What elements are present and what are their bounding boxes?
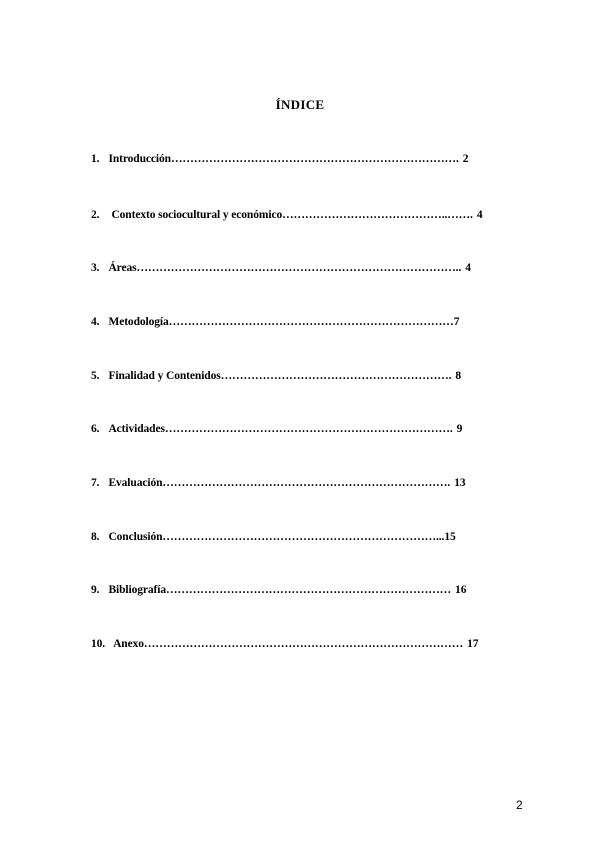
toc-entry-metodologia[interactable] [91, 315, 459, 329]
toc-entry-finalidad[interactable] [91, 369, 461, 383]
toc-entry-introduccion[interactable] [91, 152, 468, 166]
toc-entry-page: 7 [453, 316, 460, 328]
toc-entry-page: 15 [444, 531, 456, 543]
toc-entry-page: 4 [465, 262, 471, 274]
toc-entry-dots: ………………………………………………………………… [168, 316, 454, 328]
toc-entry-label: Evaluación [108, 477, 163, 489]
toc-entry-number: 1. [91, 153, 100, 165]
toc-entry-label: Conclusión [108, 531, 163, 543]
toc-entry-actividades[interactable] [91, 422, 462, 436]
toc-entry-page: 4 [476, 209, 483, 221]
toc-entry-page: 13 [454, 477, 466, 489]
toc-entry-label: Actividades [108, 423, 165, 435]
toc-entry-conclusion[interactable] [91, 530, 456, 544]
toc-entry-number: 9. [91, 584, 100, 596]
toc-entry-dots: ………………………………………………………………………….. [136, 262, 462, 274]
toc-entry-dots: ………………………………………………………………... [162, 531, 445, 543]
toc-entry-number: 2. [91, 209, 100, 221]
toc-entry-number: 5. [91, 370, 100, 382]
toc-entry-areas[interactable] [91, 261, 471, 275]
toc-entry-number: 10. [91, 638, 106, 650]
toc-entry-label: Anexo [113, 638, 144, 650]
toc-entry-number: 8. [91, 531, 100, 543]
toc-entry-dots: …………………………………………………………………. [164, 423, 453, 435]
toc-entry-anexo[interactable] [91, 637, 478, 651]
toc-entry-label: Contexto sociocultural y económico [111, 209, 283, 221]
toc-entry-number: 4. [91, 316, 100, 328]
page-number: 2 [516, 798, 523, 812]
toc-entry-page: 17 [467, 638, 479, 650]
toc-entry-evaluacion[interactable] [91, 476, 466, 490]
toc-entry-dots: …………………………………………………………………. [170, 153, 459, 165]
toc-entry-label: Metodología [108, 316, 169, 328]
toc-entry-label: Finalidad y Contenidos [108, 370, 221, 382]
toc-entry-page: 8 [455, 370, 462, 382]
toc-entry-page: 16 [455, 584, 467, 596]
toc-entry-number: 7. [91, 477, 100, 489]
toc-entry-label: Bibliografía [108, 584, 167, 596]
toc-entry-dots: ……………………………………..……. [282, 209, 473, 221]
toc-entry-label: Introducción [108, 153, 171, 165]
toc-entry-contexto[interactable] [91, 208, 483, 222]
toc-entry-dots: ………………………………………………………………………… [143, 638, 464, 650]
toc-entry-label: Áreas [108, 262, 137, 274]
page-title: ÍNDICE [275, 97, 325, 112]
toc-entry-page: 2 [462, 153, 469, 165]
toc-entry-page: 9 [456, 423, 463, 435]
toc-entry-dots: ………………………………………………………………… [166, 584, 452, 596]
toc-entry-number: 6. [91, 423, 100, 435]
toc-entry-dots: …………………………………………………………………. [162, 477, 451, 489]
toc-entry-bibliografia[interactable] [91, 583, 466, 597]
toc-entry-number: 3. [91, 262, 100, 274]
toc-entry-dots: ……………………………………………………. [220, 370, 452, 382]
